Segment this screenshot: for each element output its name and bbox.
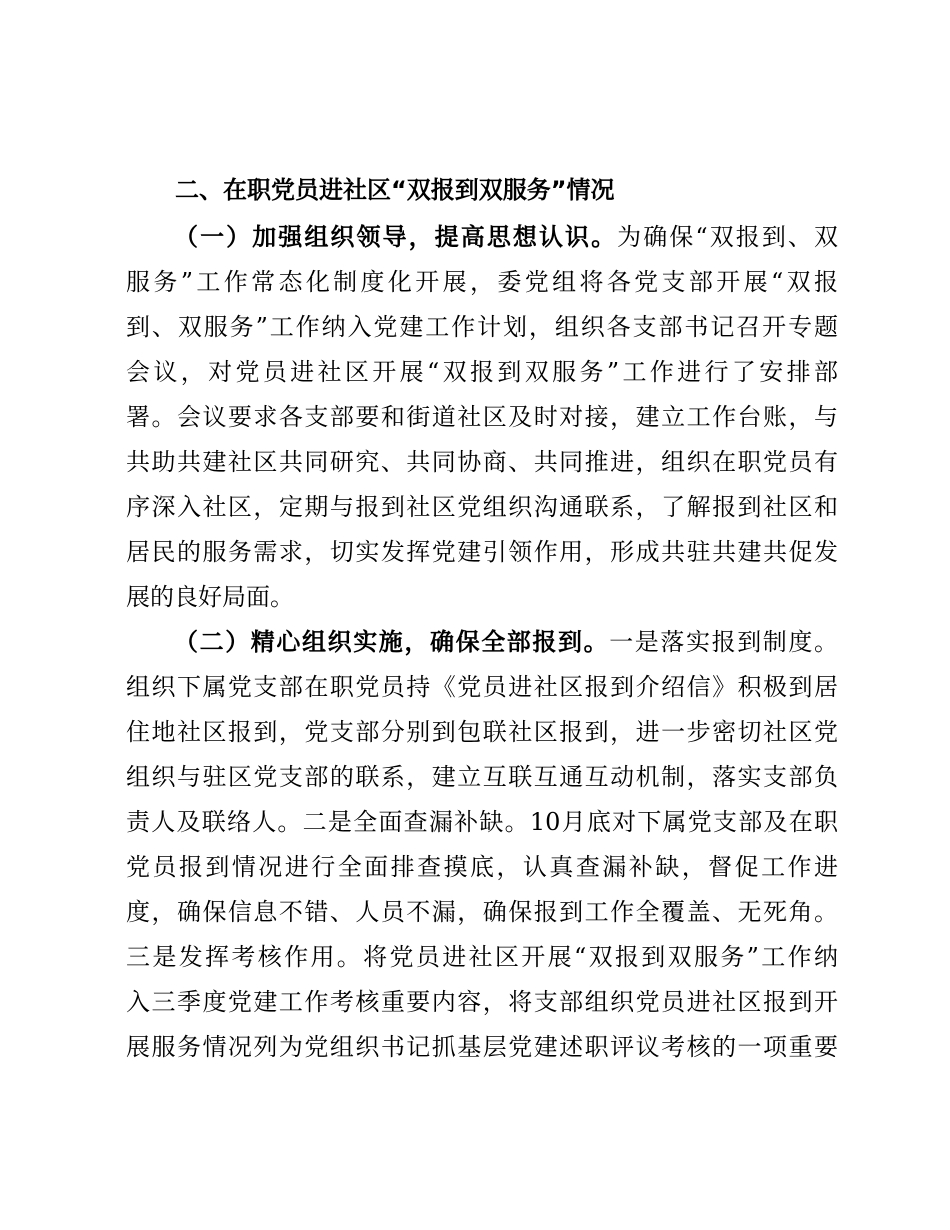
paragraph-1-lead: （一）加强组织领导，提高思想认识。 — [174, 223, 618, 251]
paragraph-2-line: 责人及联络人。二是全面查漏补缺。10月底对下属党支部及在职 — [126, 808, 838, 836]
paragraph-2-line-1 — [174, 620, 838, 665]
paragraph-2-line: 入三季度党建工作考核重要内容，将支部组织党员进社区报到开 — [126, 988, 838, 1016]
paragraph-1-line: 会议，对党员进社区开展“双报到双服务”工作进行了安排部 — [126, 358, 838, 386]
paragraph-2-line: 住地社区报到，党支部分别到包联社区报到，进一步密切社区党 — [126, 718, 838, 746]
paragraph-2-line: 展服务情况列为党组织书记抓基层党建述职评议考核的一项重要 — [126, 1033, 838, 1061]
paragraph-2-line: 党员报到情况进行全面排查摸底，认真查漏补缺，督促工作进 — [126, 853, 838, 881]
paragraph-1-line-1-text: 为确保“双报到、双 — [617, 223, 838, 251]
section-heading: 二、在职党员进社区“双报到双服务”情况 — [175, 176, 615, 204]
paragraph-2-line: 组织下属党支部在职党员持《党员进社区报到介绍信》积极到居 — [126, 673, 838, 701]
paragraph-2-lead: （二）精心组织实施，确保全部报到。 — [174, 628, 610, 656]
paragraph-2-line-1-text: 一是落实报到制度。 — [609, 628, 838, 656]
paragraph-1-line-1 — [174, 215, 838, 260]
paragraph-1-line: 署。会议要求各支部要和街道社区及时对接，建立工作台账，与 — [126, 403, 838, 431]
paragraph-2-line: 三是发挥考核作用。将党员进社区开展“双报到双服务”工作纳 — [126, 943, 838, 971]
paragraph-1-line: 居民的服务需求，切实发挥党建引领作用，形成共驻共建共促发 — [126, 538, 838, 566]
paragraph-1-line: 序深入社区，定期与报到社区党组织沟通联系，了解报到社区和 — [126, 493, 838, 521]
paragraph-2-line: 组织与驻区党支部的联系，建立互联互通互动机制，落实支部负 — [126, 763, 838, 791]
paragraph-1-line: 到、双服务”工作纳入党建工作计划，组织各支部书记召开专题 — [126, 313, 838, 341]
paragraph-1-line: 展的良好局面。 — [126, 583, 294, 611]
paragraph-1-line: 共助共建社区共同研究、共同协商、共同推进，组织在职党员有 — [126, 448, 838, 476]
paragraph-1-line: 服务”工作常态化制度化开展，委党组将各党支部开展“双报 — [126, 268, 838, 296]
paragraph-2-line: 度，确保信息不错、人员不漏，确保报到工作全覆盖、无死角。 — [126, 898, 838, 926]
